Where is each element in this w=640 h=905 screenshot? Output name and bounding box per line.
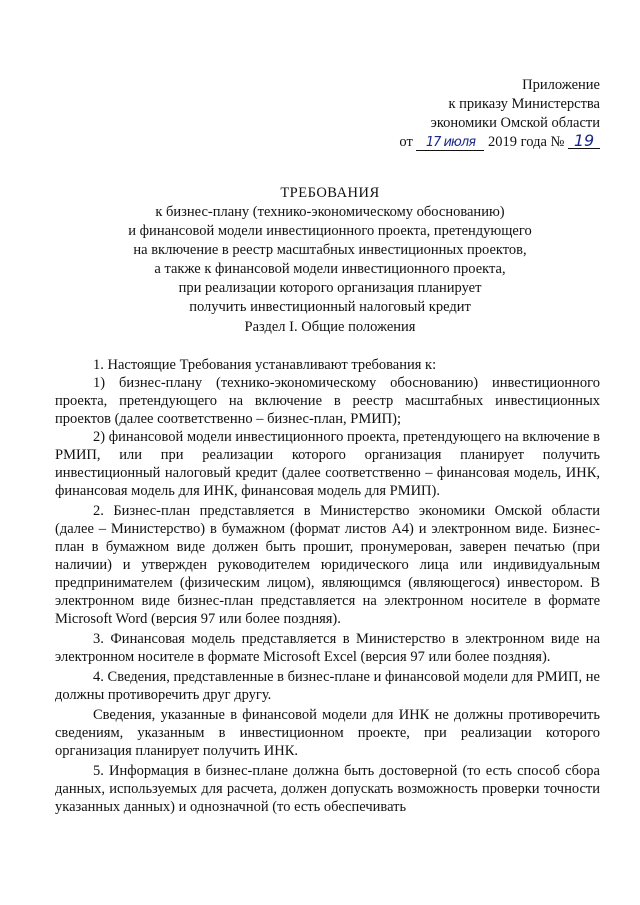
annex-line-1: Приложение [522, 77, 600, 93]
title-line: при реализации которого организация планирует [178, 280, 482, 296]
annex-header [399, 76, 600, 152]
annex-line-2: к приказу Министерства [448, 96, 600, 112]
paragraph: 5. Информация в бизнес-плане должна быть достоверной (то есть способ сбора данных, используемых для расчета, должен допускать возможность проверки точности указанных данных) и однозначной (то есть обеспечивать [55, 763, 600, 815]
title-line: получить инвестиционный налоговый кредит [189, 299, 471, 315]
handwritten-date: 17 июля [416, 136, 484, 151]
title-heading: ТРЕБОВАНИЯ [280, 185, 380, 201]
document-body [55, 356, 600, 816]
title-line: и финансовой модели инвестиционного проекта, претендующего [128, 223, 532, 239]
paragraph: 1. Настоящие Требования устанавливают требования к: [93, 357, 437, 373]
paragraph: Сведения, указанные в финансовой модели для ИНК не должны противоречить сведениям, указанным в инвестиционном проекте, при реализации которого организация планирует получить ИНК. [55, 707, 600, 759]
paragraph: 4. Сведения, представленные в бизнес-плане и финансовой модели для РМИП, не должны противоречить друг другу. [55, 669, 600, 703]
paragraph: 2. Бизнес-план представляется в Министерство экономики Омской области (далее – Министерство) в бумажном (формат листов А4) и электронном виде. Бизнес-план в бумажном виде должен быть прошит, пронумерован, заверен печатью (при наличии) и утвержден руководителем юридического лица или индивидуальным предпринимателем (физическим лицом), являющимся (являющегося) инвестором. В электронном виде бизнес-план представляется на электронном носителе в формате Microsoft Word (версия 97 или более поздняя). [55, 503, 600, 627]
title-line: а также к финансовой модели инвестиционного проекта, [154, 261, 506, 277]
section-heading: Раздел I. Общие положения [244, 319, 416, 335]
title-line: к бизнес-плану (технико-экономическому обоснованию) [155, 204, 505, 220]
paragraph: 1) бизнес-плану (технико-экономическому обоснованию) инвестиционного проекта, претендующего на включение в реестр масштабных инвестиционных проектов (далее соответственно – бизнес-план, РМИП); [55, 375, 600, 427]
annex-date-prefix: от [399, 134, 413, 150]
handwritten-order-number: 19 [568, 134, 600, 149]
title-line: на включение в реестр масштабных инвестиционных проектов, [133, 242, 527, 258]
annex-year-number: 2019 года № [488, 134, 565, 150]
paragraph: 2) финансовой модели инвестиционного проекта, претендующего на включение в РМИП, или при реализации которого организация планирует получить инвестиционный налоговый кредит (далее соответственно – финансовая модель, ИНК, финансовая модель для ИНК, финансовая модель для РМИП). [55, 429, 600, 499]
document-title [60, 184, 600, 317]
annex-line-3: экономики Омской области [430, 115, 600, 131]
annex-line-4 [399, 133, 600, 152]
paragraph: 3. Финансовая модель представляется в Министерство в электронном виде на электронном носителе в формате Microsoft Excel (версия 97 или более поздняя). [55, 631, 600, 665]
